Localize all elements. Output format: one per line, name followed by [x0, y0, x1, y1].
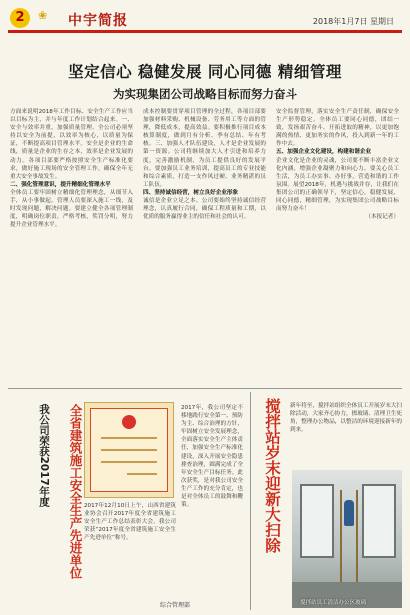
article-column-1	[10, 108, 133, 384]
emblem-icon	[122, 415, 136, 429]
worker-figure	[344, 500, 354, 526]
certificate-line	[101, 449, 157, 451]
article-column-3	[276, 108, 399, 384]
paper-name: 中宇简报	[68, 13, 128, 29]
award-article-text-continued: 2017年，我公司坚定不移地践行安全第一、预防为主、综合治理的方针，牢固树立安全发展理念，全面落实安全生产主体责任，加强安全生产标准化建设，深入开展安全隐患排查治理，圆满完成了全年安全生产目标任务。此次获奖，是对我公司安全生产工作的充分肯定，也是对全体员工的鼓舞和鞭策。	[181, 405, 243, 509]
article-text: 全体员工要牢固树立精细化管理理念，从细节入手，从小事做起。管理人员要深入施工一线，及时发现问题，解决问题。要建立健全各项管理制度，明确岗位职责，严格考核，奖罚分明，努力提升企业管理水平。	[10, 189, 133, 229]
certificate-line	[101, 461, 157, 463]
article-text: 成本控制要贯穿项目管理的全过程，各项目部要加强材料采购、机械设备、劳务用工等方面的管理，降低成本，提高效益。要积极推行项目成本核算制度，做到月有分析、季有总结、年有考核。三、加强人才队伍建设，人才是企业发展的第一资源。公司将继续加大人才引进和培养力度，完善激励机制，为员工提供良好的发展平台。要加强员工业务培训，提高员工的专业技能和综合素质，打造一支作风过硬、业务精湛的员工队伍。	[143, 109, 266, 188]
cleaning-photo	[292, 470, 402, 608]
article-byline: （本报记者）	[365, 214, 399, 221]
award-title: 全省建筑施工安全生产先进单位	[68, 404, 83, 579]
award-byline: 综合管理部	[160, 602, 191, 609]
article-text: 诚信是企业立足之本。公司要始终坚持诚信经营理念，认真履行合同，确保工程质量和工期，以优质的服务赢得业主的信任和社会的认可。	[143, 198, 266, 221]
article-text: 方面来说明2018年工作目标、安全生产工作应当以目标为主，并与年度工作计划结合起来。一、安全与效率并重，加强质量管理。全公司必须坚持以安全为前提，以效率为核心，以质量为保证，不断提高项目管理水平。安全是企业的生命线，质量是企业的生存之本，效率是企业发展的动力。各项目部要严格按照安全生产标准化要求，做好施工现场的安全管理工作，确保全年无重大安全事故发生。	[10, 109, 133, 180]
article-text: 企业文化是企业的灵魂，公司要不断丰富企业文化内涵，增强企业凝聚力和向心力。要关心员工生活，为员工办实事、办好事，营造和谐的工作氛围。展望2018年，机遇与挑战并存，让我们在集团公司的正确领导下，坚定信心，稳健发展，同心同德，精细管理，为实现集团公司战略目标而努力奋斗！	[276, 157, 399, 213]
award-article-text: 2017年12月10日上午，山西省建筑业协会召开2017年度全省建筑施工安全生产工作总结表彰大会，我公司荣获“2017年度全省建筑施工安全生产先进单位”称号。	[84, 503, 176, 542]
section-divider	[8, 388, 402, 389]
certificate-line	[101, 437, 157, 439]
article-body	[10, 108, 400, 384]
page-number: 2	[10, 8, 30, 28]
photo-label: 搅拌站员工清洁办公区玻璃	[300, 600, 367, 606]
issue-date: 2018年1月7日 星期日	[312, 17, 394, 26]
window-shape	[362, 484, 396, 558]
article-subheading: 二、强化管理意识，提升精细化管理水平	[10, 181, 111, 188]
photo-story-text: 新年将至，搅拌站组织全体员工开展岁末大扫除活动，大家齐心协力，擦玻璃、清理卫生死角，整理办公物品，以整洁的环境迎接新年的到来。	[290, 403, 402, 434]
column-divider	[250, 392, 251, 610]
masthead-rule	[8, 30, 402, 33]
main-headline: 坚定信心 稳健发展 同心同德 精细管理	[68, 63, 342, 81]
award-certificate-image	[84, 402, 174, 498]
award-subtitle: 我公司荣获2017年度	[38, 404, 50, 507]
article-text: 安全监督管理，落实安全生产责任制，确保安全生产形势稳定。全体员工要同心同德，团结一致，发扬艰苦奋斗、开拓进取的精神，以更加饱满的热情、更加务实的作风，投入到新一年的工作中去。	[276, 109, 399, 148]
window-shape	[300, 484, 334, 558]
article-subheading: 四、坚持诚信经营，树立良好企业形象	[143, 189, 239, 196]
certificate-frame	[90, 408, 168, 492]
photo-story-title: 搅拌站岁末迎新大扫除	[263, 398, 281, 553]
masthead-ornament-icon: ❀	[38, 9, 48, 22]
article-subheading: 五、加强企业文化建设，构建和谐企业	[276, 149, 372, 156]
main-subheadline: 为实现集团公司战略目标而努力奋斗	[113, 87, 297, 101]
certificate-line	[127, 473, 157, 475]
article-column-2	[143, 108, 266, 384]
